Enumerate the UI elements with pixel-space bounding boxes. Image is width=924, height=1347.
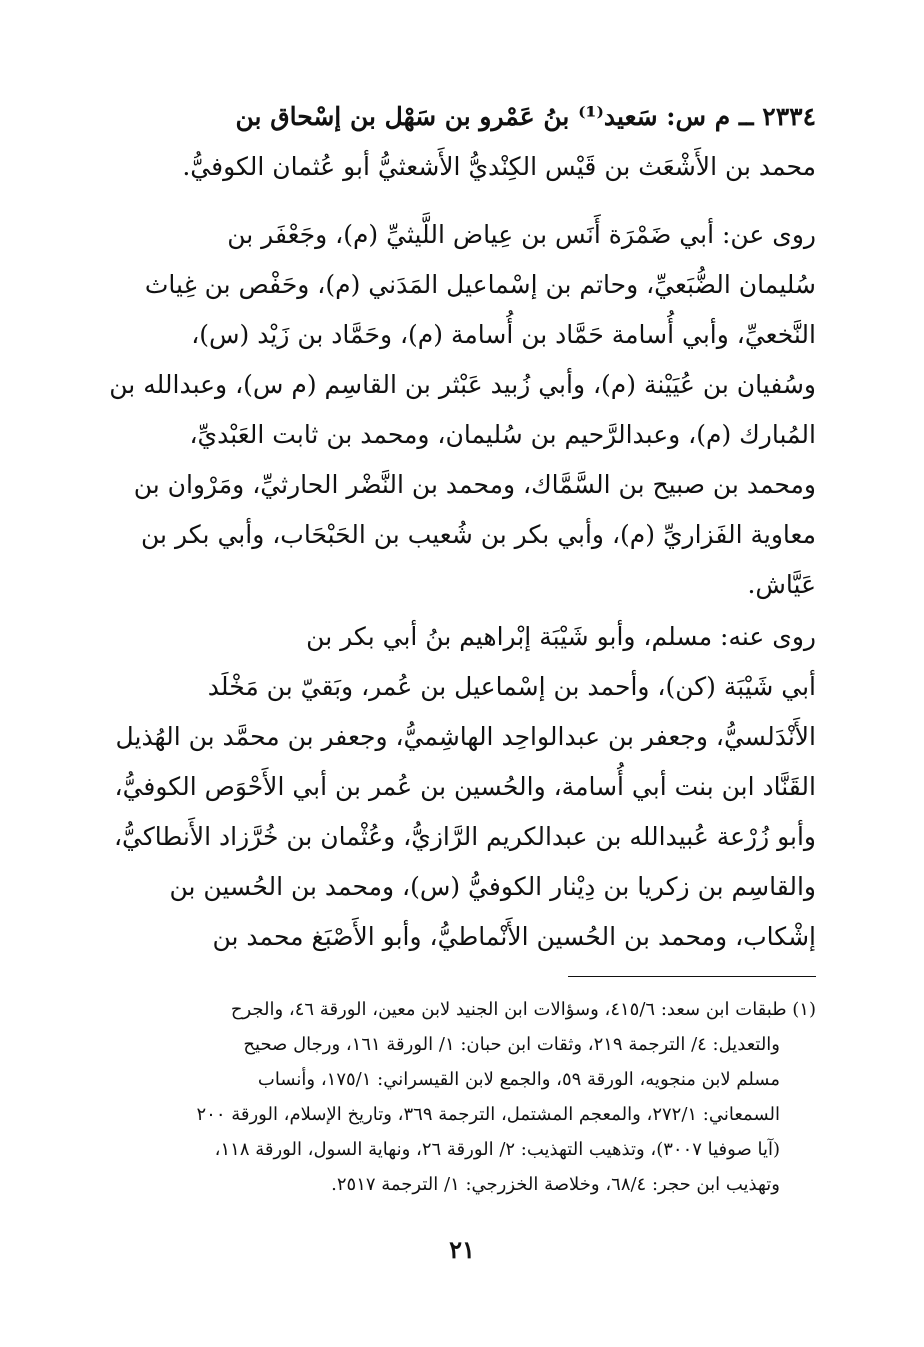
- paragraph-line: وسُفيان بن عُيَيْنة (م)، وأبي زُبيد عَبْثر بن القاسِم (م س)، وعبدالله بن: [109, 370, 816, 399]
- paragraph-line: روى عن: أبي ضَمْرَة أَنَس بن عِياض اللَّيثيِّ (م)، وجَعْفَر بن: [227, 220, 816, 249]
- footnote-line: (آيا صوفيا ٣٠٠٧)، وتذهيب التهذيب: ٢/ الورقة ٢٦، ونهاية السول، الورقة ١١٨،: [214, 1139, 780, 1160]
- narrated-by-paragraph: [110, 612, 816, 962]
- paragraph-line: القَنَّاد ابن بنت أبي أُسامة، والحُسين بن عُمر بن أبي الأَحْوَص الكوفيُّ،: [114, 772, 816, 801]
- paragraph-line: وأبو زُرْعة عُبيدالله بن عبدالكريم الرَّازيُّ، وعُثْمان بن خُرَّزاد الأَنطاكيُّ،: [113, 822, 816, 851]
- paragraph-line: النَّخعيِّ، وأبي أُسامة حَمَّاد بن أُسامة (م)، وحَمَّاد بن زَيْد (س)،: [191, 320, 816, 349]
- footnote-separator: [568, 976, 816, 977]
- footnote-line: (١) طبقات ابن سعد: ٤١٥/٦، وسؤالات ابن الجنيد لابن معين، الورقة ٤٦، والجرح: [230, 999, 816, 1020]
- paragraph-line: المُبارك (م)، وعبدالرَّحيم بن سُليمان، ومحمد بن ثابت العَبْديِّ،: [189, 420, 816, 449]
- page-number: ٢١: [449, 1235, 475, 1264]
- paragraph-line: إشْكاب، ومحمد بن الحُسين الأَنْماطيُّ، وأبو الأَصْبَغ محمد بن: [212, 922, 816, 951]
- paragraph-line: الأَنْدَلسيُّ، وجعفر بن عبدالواحِد الهاشِميُّ، وجعفر بن محمَّد بن الهُذيل: [115, 722, 816, 751]
- footnote-block: [110, 992, 816, 1202]
- paragraph-line: معاوية الفَزاريِّ (م)، وأبي بكر بن شُعيب بن الحَبْحَاب، وأبي بكر بن: [141, 520, 816, 549]
- entry-lineage-line: محمد بن الأَشْعَث بن قَيْس الكِنْديُّ الأَشعثيُّ أبو عُثمان الكوفيُّ.: [182, 152, 816, 181]
- entry-heading-line: ٢٣٣٤ ــ م س: سَعيد⁽¹⁾ بنُ عَمْرو بن سَهْل بن إسْحاق بن: [235, 102, 816, 131]
- narrated-from-paragraph: [110, 210, 816, 610]
- paragraph-line: أبي شَيْبَة (كن)، وأحمد بن إسْماعيل بن عُمر، وبَقيّ بن مَخْلَد: [207, 672, 816, 701]
- paragraph-line: عَيَّاش.: [747, 570, 816, 599]
- footnote-line: السمعاني: ٢٧٢/١، والمعجم المشتمل، الترجمة ٣٦٩، وتاريخ الإسلام، الورقة ٢٠٠: [196, 1104, 780, 1125]
- footnote-line: وتهذيب ابن حجر: ٦٨/٤، وخلاصة الخزرجي: ١/ الترجمة ٢٥١٧.: [331, 1174, 780, 1195]
- paragraph-line: والقاسِم بن زكريا بن دِيْنار الكوفيُّ (س)، ومحمد بن الحُسين بن: [169, 872, 816, 901]
- footnote-line: والتعديل: ٤/ الترجمة ٢١٩، وثقات ابن حبان: ١/ الورقة ١٦١، ورجال صحيح: [243, 1034, 780, 1055]
- paragraph-line: سُليمان الضُّبَعيِّ، وحاتم بن إسْماعيل المَدَني (م)، وحَفْص بن غِياث: [144, 270, 816, 299]
- footnote-line: مسلم لابن منجويه، الورقة ٥٩، والجمع لابن القيسراني: ١٧٥/١، وأنساب: [257, 1069, 780, 1090]
- biography-entry-header: [110, 92, 816, 192]
- paragraph-line: ومحمد بن صبيح بن السَّمَّاك، ومحمد بن النَّضْر الحارثيِّ، ومَرْوان بن: [133, 470, 816, 499]
- paragraph-line: روى عنه: مسلم، وأبو شَيْبَة إبْراهيم بنُ أبي بكر بن: [306, 622, 816, 651]
